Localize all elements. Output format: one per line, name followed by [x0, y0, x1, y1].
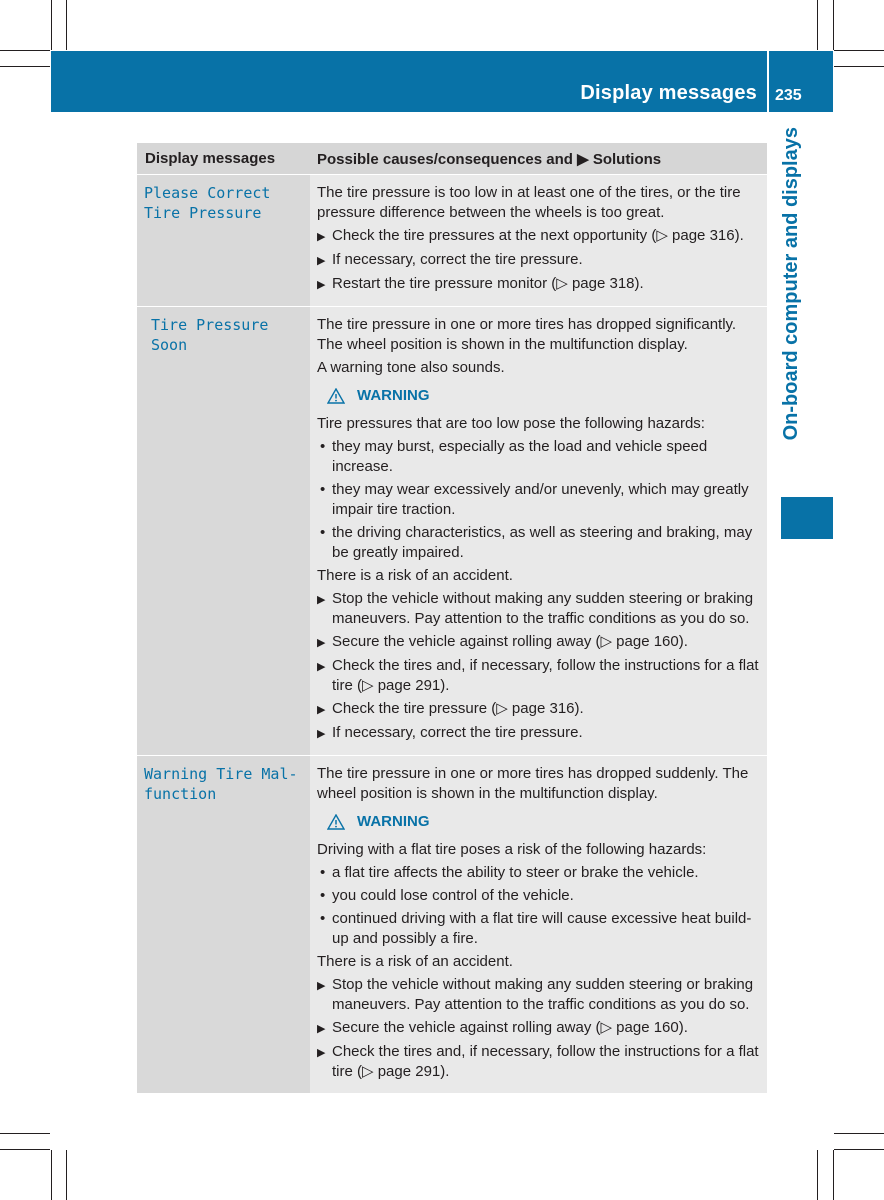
paragraph: A warning tone also sounds. — [317, 359, 505, 376]
message-cell — [137, 175, 310, 306]
action-step — [317, 226, 761, 247]
display-message-text: Tire Pressure Soon — [151, 316, 269, 354]
crop-mark — [834, 1133, 884, 1134]
crop-mark — [0, 50, 50, 51]
action-arrow-icon: ▶ — [317, 1023, 326, 1035]
paragraph: Driving with a flat tire poses a risk of the following hazards: — [317, 841, 707, 858]
action-step-text: Secure the vehicle against rolling away (▷ page 160). — [332, 1019, 688, 1036]
paragraph: The tire pressure in one or more tires has dropped significantly. The wheel position is shown in the multifunction display. — [317, 316, 737, 353]
crop-mark — [66, 0, 67, 50]
paragraph: The tire pressure in one or more tires has dropped suddenly. The wheel position is shown in the multifunction display. — [317, 765, 749, 802]
paragraph: The tire pressure is too low in at least one of the tires, or the tire pressure difference between the wheels is too great. — [317, 184, 741, 221]
action-step-text: Stop the vehicle without making any sudden steering or braking maneuvers. Pay attention to the traffic conditions as you do so. — [332, 590, 754, 627]
action-step-text: If necessary, correct the tire pressure. — [332, 251, 583, 268]
crop-mark — [66, 1150, 67, 1200]
hazard-bullet-text: they may burst, especially as the load and vehicle speed increase. — [332, 438, 708, 475]
action-step-text: Stop the vehicle without making any sudden steering or braking maneuvers. Pay attention to the traffic conditions as you do so. — [332, 976, 754, 1013]
warning-label: WARNING — [357, 813, 430, 830]
warning-heading — [327, 384, 761, 408]
bullet-dot-icon: • — [320, 910, 326, 927]
action-arrow-icon: ▶ — [317, 661, 326, 673]
causes-cell — [310, 175, 767, 306]
action-arrow-icon: ▶ — [317, 704, 326, 716]
action-step — [317, 250, 761, 271]
action-step — [317, 723, 761, 744]
hazard-bullet-text: they may wear excessively and/or unevenly, which may greatly impair tire traction. — [332, 481, 749, 518]
crop-mark — [817, 1150, 818, 1200]
action-step-text: Restart the tire pressure monitor (▷ page 318). — [332, 275, 644, 292]
action-step — [317, 975, 761, 1015]
action-step-text: Secure the vehicle against rolling away (▷ page 160). — [332, 633, 688, 650]
action-arrow-icon: ▶ — [317, 980, 326, 992]
crop-mark — [0, 1133, 50, 1134]
crop-mark — [834, 1149, 884, 1150]
table-row — [137, 174, 767, 306]
bullet-dot-icon: • — [320, 524, 326, 541]
crop-mark — [0, 66, 50, 67]
action-step — [317, 1018, 761, 1039]
hazard-bullet — [317, 909, 761, 949]
warning-label: WARNING — [357, 387, 430, 404]
page-number-box — [769, 51, 833, 112]
action-arrow-icon: ▶ — [317, 279, 326, 291]
page-title: Display messages — [580, 82, 757, 104]
crop-mark — [0, 1149, 50, 1150]
warning-triangle-icon — [327, 388, 345, 404]
action-step-text: If necessary, correct the tire pressure. — [332, 724, 583, 741]
bullet-dot-icon: • — [320, 887, 326, 904]
hazard-bullet-text: you could lose control of the vehicle. — [332, 887, 574, 904]
display-messages-table — [137, 143, 767, 1093]
section-tab-label: On-board computer and displays — [780, 127, 802, 441]
crop-mark — [834, 50, 884, 51]
action-step-text: Check the tires and, if necessary, follow the instructions for a flat tire (▷ page 291). — [332, 657, 759, 694]
message-cell — [137, 307, 310, 755]
bullet-dot-icon: • — [320, 481, 326, 498]
crop-mark — [833, 0, 834, 50]
action-arrow-icon: ▶ — [317, 1047, 326, 1059]
hazard-bullet — [317, 863, 761, 883]
action-arrow-icon: ▶ — [317, 728, 326, 740]
paragraph: Tire pressures that are too low pose the following hazards: — [317, 415, 705, 432]
page-number: 235 — [775, 87, 802, 104]
action-step — [317, 656, 761, 696]
crop-mark — [817, 0, 818, 50]
hazard-bullet-text: a flat tire affects the ability to steer or brake the vehicle. — [332, 864, 699, 881]
action-step-text: Check the tire pressure (▷ page 316). — [332, 700, 584, 717]
display-message-text: Please Correct Tire Pressure — [144, 184, 271, 222]
hazard-bullet — [317, 437, 761, 477]
table-header — [137, 143, 767, 174]
crop-mark — [51, 0, 52, 50]
column-header-messages: Display messages — [145, 150, 276, 167]
paragraph: There is a risk of an accident. — [317, 567, 513, 584]
hazard-bullet — [317, 886, 761, 906]
column-header-causes: Possible causes/consequences and ▶ Solutions — [317, 150, 662, 168]
causes-cell — [310, 756, 767, 1093]
action-arrow-icon: ▶ — [317, 637, 326, 649]
bullet-dot-icon: • — [320, 864, 326, 881]
bullet-dot-icon: • — [320, 438, 326, 455]
action-step-text: Check the tire pressures at the next opportunity (▷ page 316). — [332, 227, 744, 244]
hazard-bullet — [317, 523, 761, 563]
action-arrow-icon: ▶ — [317, 594, 326, 606]
table-row — [137, 306, 767, 755]
action-step-text: Check the tires and, if necessary, follow the instructions for a flat tire (▷ page 291). — [332, 1043, 759, 1080]
crop-mark — [833, 1150, 834, 1200]
action-step — [317, 274, 761, 295]
message-cell — [137, 756, 310, 1093]
warning-triangle-icon — [327, 814, 345, 830]
section-tab-marker — [781, 497, 833, 539]
action-step — [317, 632, 761, 653]
causes-cell — [310, 307, 767, 755]
hazard-bullet — [317, 480, 761, 520]
crop-mark — [51, 1150, 52, 1200]
action-arrow-icon: ▶ — [317, 231, 326, 243]
action-arrow-icon: ▶ — [317, 255, 326, 267]
action-step — [317, 589, 761, 629]
table-row — [137, 755, 767, 1093]
crop-mark — [834, 66, 884, 67]
action-step — [317, 1042, 761, 1082]
header-bar — [51, 51, 767, 112]
warning-heading — [327, 810, 761, 834]
hazard-bullet-text: the driving characteristics, as well as steering and braking, may be greatly impaired. — [332, 524, 753, 561]
display-message-text: Warning Tire Mal- function — [144, 765, 298, 803]
hazard-bullet-text: continued driving with a flat tire will cause excessive heat build-up and possibly a fire. — [332, 910, 752, 947]
action-step — [317, 699, 761, 720]
paragraph: There is a risk of an accident. — [317, 953, 513, 970]
